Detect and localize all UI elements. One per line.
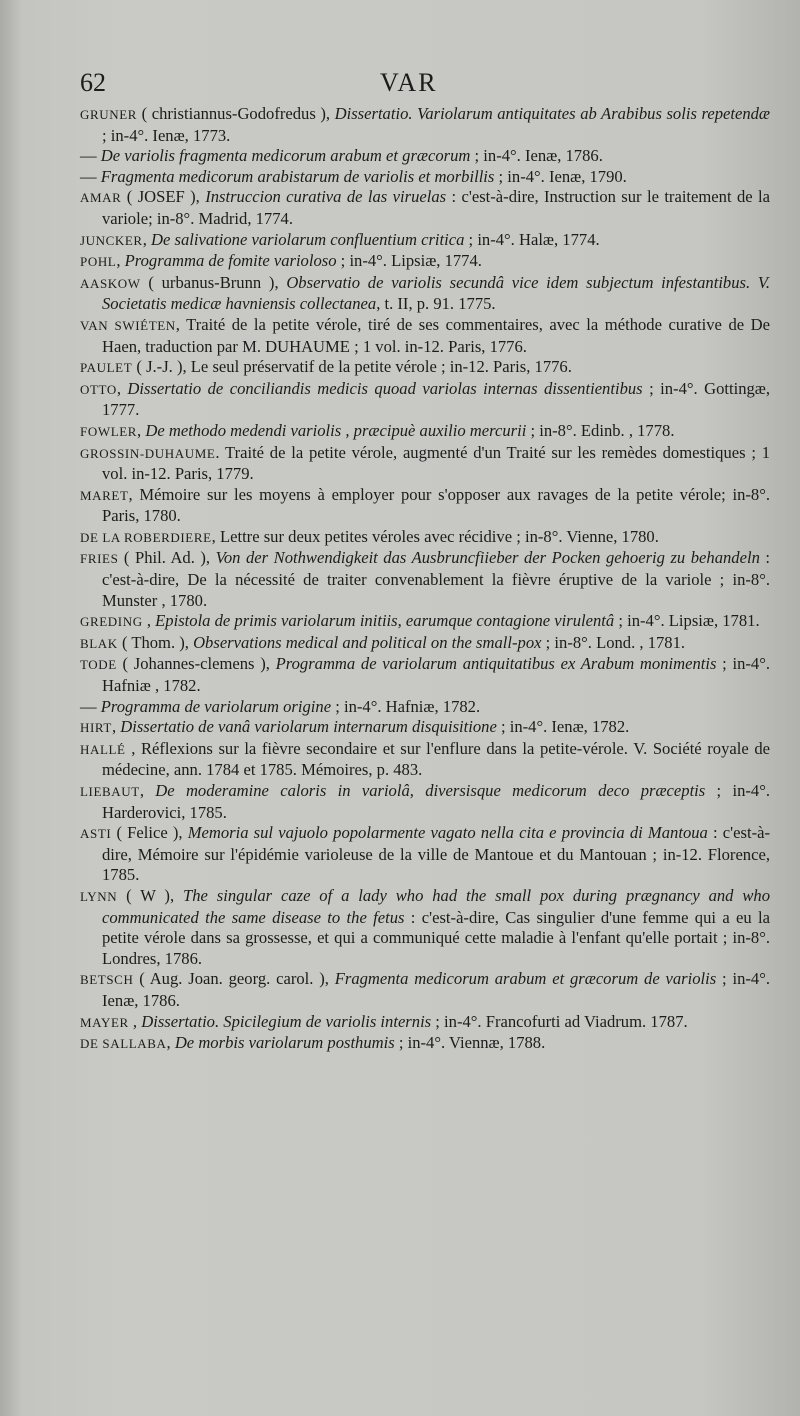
bibliography-entry [80,421,770,443]
entry-author-details: — [80,146,101,166]
entry-publication: Le seul préservatif de la petite vérole ; in-12. Paris, 1776. [190,357,572,377]
entry-author-details: — [80,166,101,186]
entry-title: Epistola de primis variolarum initiis, earumque contagione virulentâ [155,611,615,631]
entry-publication: Lettre sur deux petites véroles avec récidive ; in-8°. Vienne, 1780. [219,526,659,546]
entry-author-details: ( christiannus-Godofredus ), [137,104,335,123]
entry-title: Instruccion curativa de las viruelas [205,187,447,207]
bibliography-entry [80,485,770,527]
entry-title: The singular caze of a lady who had the small pox during prægnancy and who communicated the same disease to the fetus [102,885,770,927]
entry-publication: ; in-4°. Lipsiæ, 1781. [614,611,760,631]
entry-author: AMAR [80,190,122,206]
entry-author-details: , [175,314,187,334]
bibliography-entry [80,104,770,146]
entry-author: MARET [80,487,129,503]
entry-author-details: ( JOSEF ), [121,187,206,207]
bibliography-entry [80,969,770,1011]
bibliography-entry [80,146,770,167]
entry-publication: ; in-4°. Ienæ, 1790. [494,166,627,186]
entry-publication: Réflexions sur la fièvre secondaire et sur l'enflure dans la petite-vérole. V. Société royale de médecine, ann. 1784 et 1785. Mémoires, p. 483. [102,738,770,780]
bibliography-entry [80,443,770,485]
bibliography-entry [80,717,770,739]
entry-author: OTTO [80,381,117,397]
entry-author: AASKOW [80,275,141,291]
entry-title: Programma de fomite varioloso [124,251,337,271]
bibliography-entry [80,251,770,273]
entry-author: ASTI [80,826,112,842]
entry-author-details: , [166,1033,175,1053]
entry-author-details: ( urbanus-Brunn ), [140,272,287,292]
page-header [80,64,770,104]
entry-author: FRIES [80,551,119,567]
entry-author-details: ( Johannes-clemens ), [116,654,276,674]
entry-publication: ; in-4°. Ienæ, 1786. [102,969,770,1010]
entry-title: Fragmenta medicorum arabum et græcorum de variolis [334,969,717,989]
entry-publication: : c'est-à-dire, Instruction sur le traitement de la variole; in-8°. Madrid, 1774. [102,187,770,228]
entry-author-details: , [128,1011,142,1031]
bibliography-entry [80,654,770,696]
entry-author: PAULET [80,360,133,376]
bibliography-entry [80,823,770,886]
entry-title: De moderamine caloris in variolâ, diversisque medicorum deco præceptis [155,781,706,800]
entry-author-details: ( Felice ), [111,823,188,843]
bibliography-entry [80,1033,770,1055]
entry-publication: ; in-8°. Lond. , 1781. [541,632,686,652]
entry-title: Dissertatio. Variolarum antiquitates ab Arabibus solis repetendæ [334,104,770,123]
entry-author: POHL [80,254,117,270]
entry-author-details: , [211,526,220,546]
entry-author: GROSSIN-DUHAUME [80,445,216,461]
entry-publication: : c'est-à-dire, Mémoire sur l'épidémie varioleuse de la ville de Mantoue et du Mantouan ; in-12. Florence, 1785. [102,823,770,885]
entry-author: DE SALLABA [80,1036,167,1052]
entry-author: VAN SWIÉTEN [80,317,176,333]
entry-publication: ; in-4°. Ienæ, 1782. [496,717,630,737]
entry-title: De variolis fragmenta medicorum arabum et græcorum [100,146,471,166]
entry-author-details: , [116,251,125,271]
entry-title: De salivatione variolarum confluentium critica [151,229,465,249]
bibliography-entry [80,697,770,718]
entry-author-details: ( Phil. Ad. ), [118,548,216,568]
entry-author-details: ( Aug. Joan. georg. carol. ), [133,969,335,989]
entry-publication: : c'est-à-dire, Cas singulier d'une femme qui a eu la petite vérole dans sa grossesse, et qui a communiqué cette maladie à l'enfant qu'elle portait ; in-8°. Londres, 1786. [102,907,771,968]
entry-publication: ; in-4°. Halæ, 1774. [464,229,600,249]
entry-publication: Traité de la petite vérole, augmenté d'un Traité sur les remèdes domestiques ; 1 vol. in-12. Paris, 1779. [102,442,770,484]
entry-title: Dissertatio. Spicilegium de variolis internis [141,1011,432,1031]
entry-author-details: , [125,738,141,758]
entry-publication: ; in-4°. Hafniæ , 1782. [102,654,771,696]
entry-author: DE LA ROBERDIERE [80,529,212,545]
entry-publication: ; in-4°. Ienæ, 1786. [470,146,603,166]
entry-publication: ; in-4°. Gottingæ, 1777. [102,378,771,420]
bibliography-entry [80,781,770,823]
entry-publication: ; in-4°. Viennæ, 1788. [394,1033,546,1053]
bibliography-entry [80,187,770,229]
entry-title: De methodo medendi variolis , præcipuè auxilio mercurii [145,420,527,440]
entry-author-details: , [111,717,121,737]
entry-author-details: , [116,378,128,398]
entry-title: Dissertatio de conciliandis medicis quoad variolas internas dissentientibus [127,378,643,398]
page-number: 62 [80,68,106,97]
entry-title: Observatio de variolis secundâ vice idem subjectum infestantibus. V. Societatis medicæ havniensis collectanea [102,272,770,314]
entry-publication: ; in-4°. Harderovici, 1785. [102,781,770,822]
entry-publication: ; in-4°. Lipsiæ, 1774. [336,251,482,271]
bibliography-list [80,104,770,1055]
entry-title: Programma de variolarum origine [100,696,332,716]
bibliography-entry [80,611,770,633]
entry-publication: ; in-8°. Edinb. , 1778. [526,420,675,440]
entry-author-details: , [139,781,156,800]
bibliography-entry [80,1012,770,1034]
entry-author-details: ( Thom. ), [117,632,194,652]
entry-title: Programma de variolarum antiquitatibus ex Arabum monimentis [275,654,717,674]
entry-author: LYNN [80,888,118,904]
entry-publication: Traité de la petite vérole, tiré de ses commentaires, avec la méthode curative de De Haen, traduction par M. DUHAUME ; 1 vol. in-12. Paris, 1776. [102,314,770,356]
entry-author-details: , [142,229,152,249]
entry-publication: Mémoire sur les moyens à employer pour s'opposer aux ravages de la petite vérole; in-8°. Paris, 1780. [102,484,770,526]
entry-title: De morbis variolarum posthumis [174,1033,395,1053]
entry-title: Memoria sul vajuolo popolarmente vagato nella cita e provincia di Mantoua [187,823,708,843]
entry-author: HALLÉ [80,741,126,757]
entry-title: Observations medical and political on the small-pox [193,632,542,652]
entry-title: Fragmenta medicorum arabistarum de variolis et morbillis [100,166,495,186]
entry-author-details: ( W ), [117,885,183,905]
bibliography-entry [80,527,770,549]
entry-author: FOWLER [80,423,138,439]
entry-publication: ; in-4°. Hafniæ, 1782. [331,696,481,716]
entry-author: LIEBAUT [80,784,140,799]
entry-title: Von der Nothwendigkeit das Ausbruncfiieber der Pocken gehoerig zu behandeln [215,548,760,568]
entry-publication: : c'est-à-dire, De la nécessité de traiter convenablement la fièvre éruptive de la variole ; in-8°. Munster , 1780. [102,548,770,610]
entry-author-details: . [215,442,226,462]
entry-author: GRUNER [80,107,138,122]
bibliography-entry [80,273,770,315]
entry-title: Dissertatio de vanâ variolarum internarum disquisitione [120,717,497,737]
entry-author: GREDING [80,614,143,630]
bibliography-entry [80,167,770,188]
bibliography-entry [80,548,770,611]
entry-author-details: , [137,420,146,440]
entry-author-details: — [80,696,101,716]
entry-author: MAYER [80,1014,129,1030]
entry-publication: ; in-4°. Ienæ, 1773. [102,125,231,145]
entry-author: HIRT [80,720,112,736]
bibliography-entry [80,633,770,655]
entry-author-details: , [142,611,156,631]
running-head: VAR [380,68,438,97]
bibliography-entry [80,357,770,379]
entry-author: TODE [80,657,117,673]
entry-publication: ; in-4°. Francofurti ad Viadrum. 1787. [431,1011,688,1031]
entry-author-details: , [128,484,140,504]
bibliography-entry [80,315,770,357]
entry-author-details: ( J.-J. ), [132,357,191,377]
bibliography-entry [80,230,770,252]
entry-author: BLAK [80,635,118,651]
bibliography-entry [80,739,770,781]
bibliography-entry [80,886,770,969]
entry-author: JUNCKER [80,232,143,248]
entry-publication: , t. II, p. 91. 1775. [376,294,496,314]
entry-author: BETSCH [80,972,134,988]
bibliography-entry [80,379,770,421]
